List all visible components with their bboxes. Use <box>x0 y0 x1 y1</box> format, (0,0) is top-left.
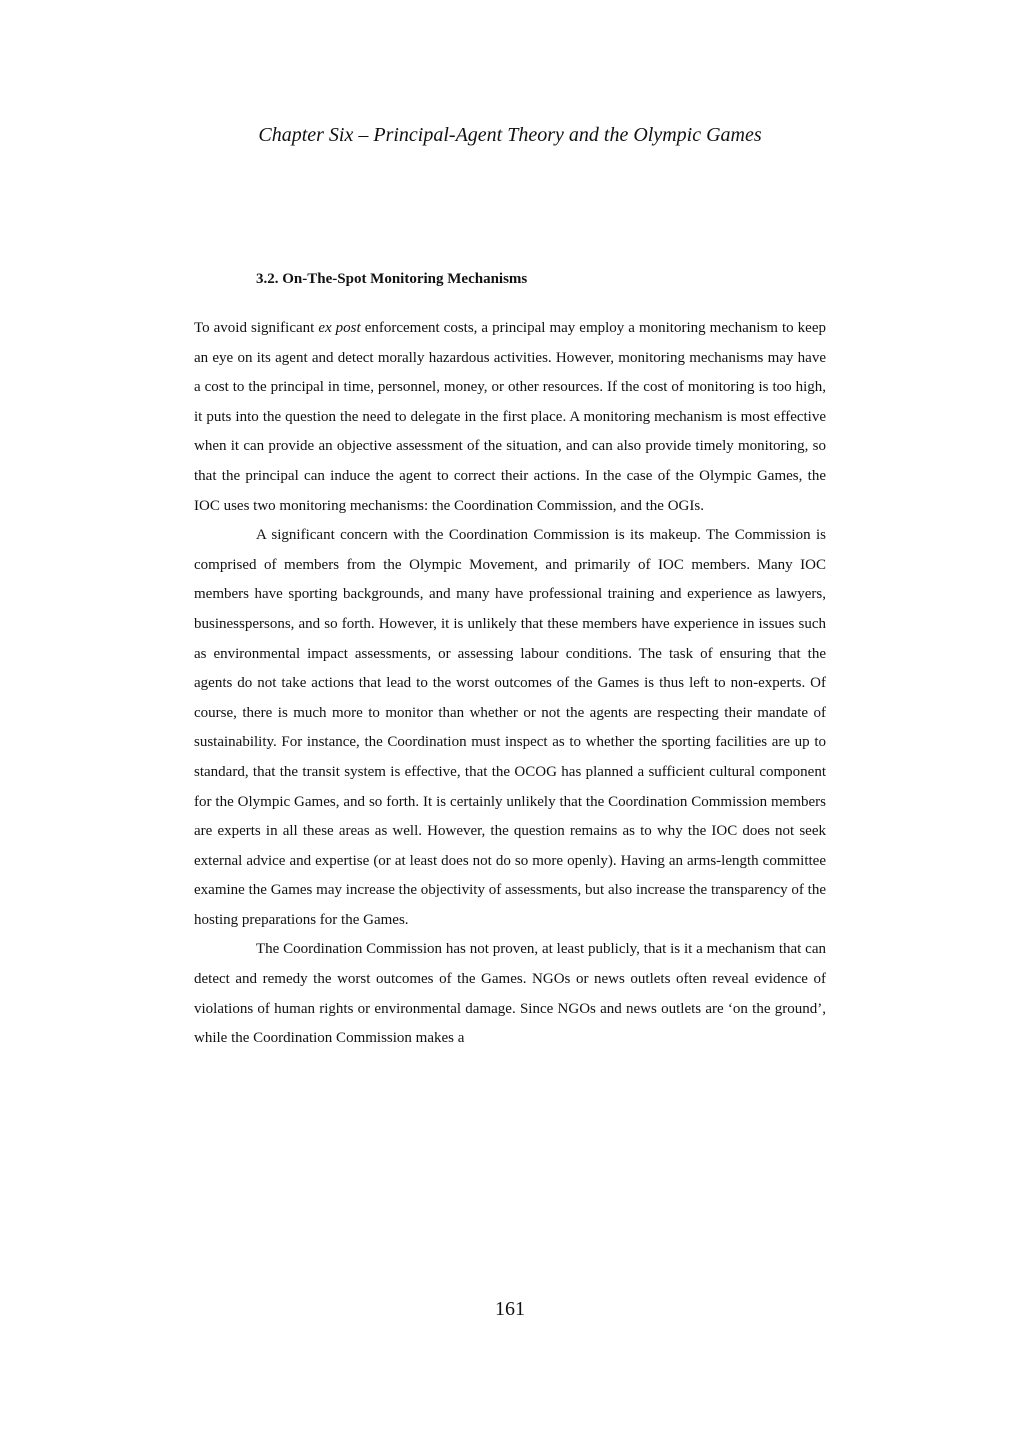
running-header: Chapter Six – Principal-Agent Theory and the Olympic Games <box>258 124 762 146</box>
paragraph-2: A significant concern with the Coordination Commission is its makeup. The Commission is comprised of members from the Olympic Movement, and primarily of IOC members. Many IOC members have sporting backgrounds, and many have professional training and experience as lawyers, businesspersons, and so forth. However, it is unlikely that these members have experience in issues such as environmental impact assessments, or assessing labour conditions. The task of ensuring that the agents do not take actions that lead to the worst outcomes of the Games is thus left to non-experts. Of course, there is much more to monitor than whether or not the agents are respecting their mandate of sustainability. For instance, the Coordination must inspect as to whether the sporting facilities are up to standard, that the transit system is effective, that the OCOG has planned a sufficient cultural component for the Olympic Games, and so forth. It is certainly unlikely that the Coordination Commission members are experts in all these areas as well. However, the question remains as to why the IOC does not seek external advice and expertise (or at least does not do so more openly). Having an arms-length committee examine the Games may increase the objectivity of assessments, but also increase the transparency of the hosting preparations for the Games. <box>194 527 826 928</box>
paragraph-3: The Coordination Commission has not proven, at least publicly, that is it a mechanism that can detect and remedy the worst outcomes of the Games. NGOs or news outlets often reveal evidence of violations of human rights or environmental damage. Since NGOs and news outlets are ‘on the ground’, while the Coordination Commission makes a <box>194 941 826 1047</box>
section-heading: 3.2. On-The-Spot Monitoring Mechanisms <box>256 271 528 287</box>
page-number: 161 <box>495 1298 525 1320</box>
paragraph-1-lead: To avoid significant <box>194 320 319 336</box>
paragraph-1 <box>194 314 826 521</box>
paragraph-1-rest: enforcement costs, a principal may employ a monitoring mechanism to keep an eye on its agent and detect morally hazardous activities. However, monitoring mechanisms may have a cost to the principal in time, personnel, money, or other resources. If the cost of monitoring is too high, it puts into the question the need to delegate in the first place. A monitoring mechanism is most effective when it can provide an objective assessment of the situation, and can also provide timely monitoring, so that the principal can induce the agent to correct their actions. In the case of the Olympic Games, the IOC uses two monitoring mechanisms: the Coordination Commission, and the OGIs. <box>194 320 826 514</box>
ex-post-emphasis: ex post <box>318 320 361 336</box>
body-text <box>194 314 826 1054</box>
